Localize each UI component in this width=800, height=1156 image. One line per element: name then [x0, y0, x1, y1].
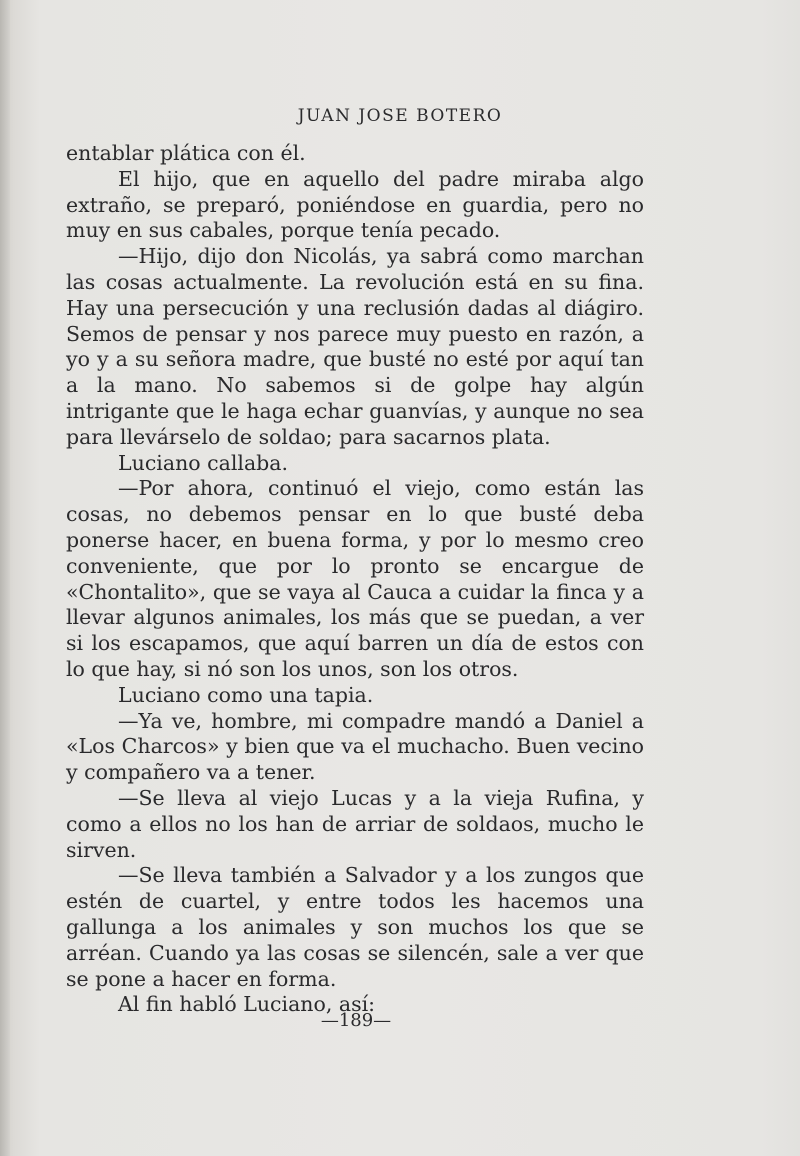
paragraph: —Ya ve, hombre, mi compadre mandó a Daniel a «Los Charcos» y bien que va el muchacho. Buen vecino y compañero va a tener.: [66, 708, 644, 785]
paragraph: —Hijo, dijo don Nicolás, ya sabrá como marchan las cosas actualmente. La revolución está en su fina. Hay una persecución y una reclusión dadas al diágiro. Semos de pensar y nos parece muy puesto en razón, a yo y a su señora madre, que busté no esté por aquí tan a la mano. No sabemos si de golpe hay algún intrigante que le haga echar guanvías, y aunque no sea para llevárselo de soldao; para sacarnos plata.: [66, 244, 644, 449]
running-head: [0, 106, 800, 126]
paragraph: —Se lleva también a Salvador y a los zungos que estén de cuartel, y entre todos les hacemos una gallunga a los animales y son muchos los que se arréan. Cuando ya las cosas se silencén, sale a ver que se pone a hacer en forma.: [66, 863, 644, 991]
paragraph: Luciano como una tapia.: [118, 682, 374, 707]
page-binding-edge: [0, 0, 10, 1156]
running-head-text: JUAN JOSE BOTERO: [297, 106, 503, 126]
paragraph: Al fin habló Luciano, así:: [118, 992, 376, 1017]
paragraph: —Por ahora, continuó el viejo, como están las cosas, no debemos pensar en lo que busté deba ponerse hacer, en buena forma, y por lo mesmo creo conveniente, que por lo pronto se encargue de «Chontalito», que se vaya al Cauca a cuidar la finca y a llevar algunos animales, los más que se puedan, a ver si los escapamos, que aquí barren un día de estos con lo que hay, si nó son los unos, son los otros.: [66, 476, 644, 681]
page-number: —189—: [320, 1010, 392, 1031]
paragraph: El hijo, que en aquello del padre miraba algo extraño, se preparó, poniéndose en guardia, pero no muy en sus cabales, porque tenía pecado.: [66, 166, 644, 243]
paragraph-continuation: entablar plática con él.: [66, 141, 306, 165]
paragraph: Luciano callaba.: [118, 450, 289, 475]
paragraph: —Se lleva al viejo Lucas y a la vieja Rufina, y como a ellos no los han de arriar de soldaos, mucho le sirven.: [66, 785, 644, 862]
body-text: [66, 141, 644, 1018]
